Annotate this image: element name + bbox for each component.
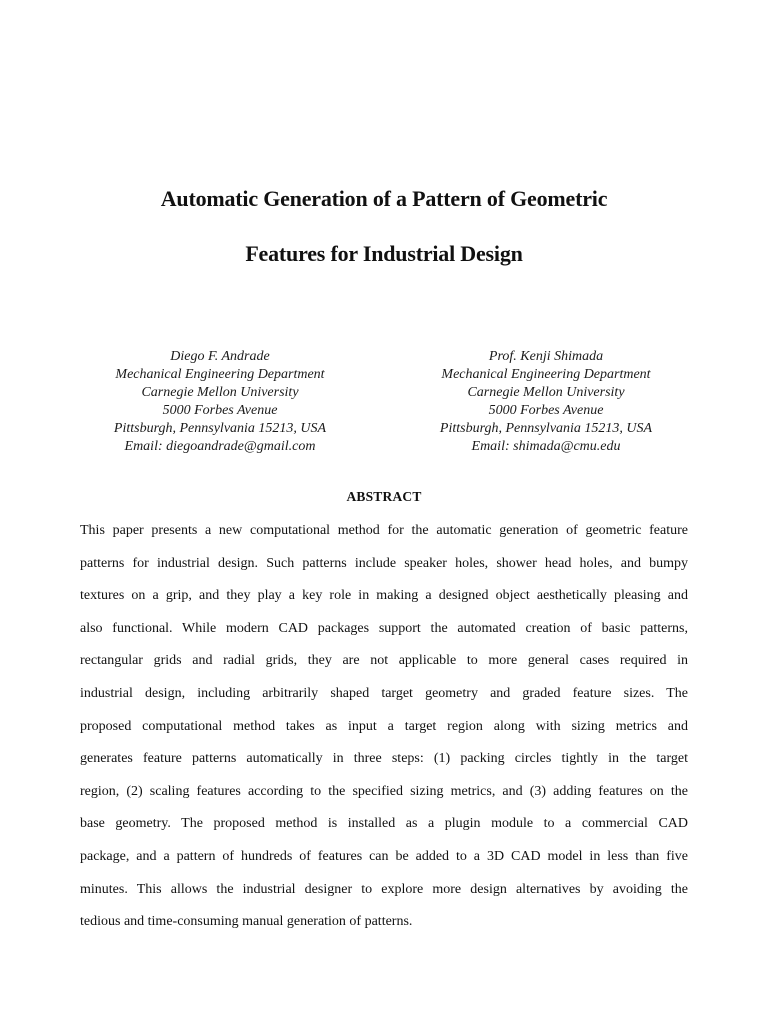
abstract-line: proposed computational method takes as input a target region along with sizing metrics and bbox=[80, 718, 688, 734]
author-street: 5000 Forbes Avenue bbox=[488, 403, 604, 418]
abstract-line: base geometry. The proposed method is installed as a plugin module to a commercial CAD bbox=[80, 816, 688, 832]
author-street: 5000 Forbes Avenue bbox=[162, 403, 278, 418]
author-block-andrade bbox=[70, 348, 370, 456]
abstract-line: minutes. This allows the industrial designer to explore more design alternatives by avoiding the bbox=[80, 881, 688, 897]
author-university: Carnegie Mellon University bbox=[467, 385, 625, 400]
author-block-shimada bbox=[396, 348, 696, 456]
abstract-line: textures on a grip, and they play a key role in making a designed object aesthetically pleasing and bbox=[80, 588, 688, 604]
author-city: Pittsburgh, Pennsylvania 15213, USA bbox=[439, 421, 653, 436]
author-university: Carnegie Mellon University bbox=[141, 385, 299, 400]
abstract-line: This paper presents a new computational method for the automatic generation of geometric feature bbox=[80, 523, 688, 538]
author-department: Mechanical Engineering Department bbox=[115, 367, 325, 382]
abstract-line: tedious and time-consuming manual generation of patterns. bbox=[80, 914, 413, 930]
paper-title-line-2: Features for Industrial Design bbox=[245, 241, 523, 266]
abstract-line: rectangular grids and radial grids, they are not applicable to more general cases required in bbox=[80, 653, 688, 669]
author-name: Diego F. Andrade bbox=[170, 349, 270, 364]
abstract-body bbox=[80, 518, 688, 942]
abstract-heading: ABSTRACT bbox=[346, 489, 422, 504]
paper-title-line-1: Automatic Generation of a Pattern of Geometric bbox=[160, 186, 608, 211]
author-city: Pittsburgh, Pennsylvania 15213, USA bbox=[113, 421, 327, 436]
abstract-line: generates feature patterns automatically in three steps: (1) packing circles tightly in the target bbox=[80, 751, 688, 767]
abstract-line: region, (2) scaling features according to the specified sizing metrics, and (3) adding features on the bbox=[80, 783, 688, 799]
author-email: Email: diegoandrade@gmail.com bbox=[124, 439, 316, 454]
author-department: Mechanical Engineering Department bbox=[441, 367, 651, 382]
abstract-line: package, and a pattern of hundreds of features can be added to a 3D CAD model in less than five bbox=[80, 848, 688, 864]
abstract-line: patterns for industrial design. Such patterns include speaker holes, shower head holes, and bumpy bbox=[80, 555, 688, 571]
author-name: Prof. Kenji Shimada bbox=[488, 349, 604, 364]
abstract-line: also functional. While modern CAD packages support the automated creation of basic patterns, bbox=[80, 620, 688, 636]
author-email: Email: shimada@cmu.edu bbox=[471, 439, 621, 454]
abstract-line: industrial design, including arbitrarily shaped target geometry and graded feature sizes. The bbox=[80, 685, 688, 701]
